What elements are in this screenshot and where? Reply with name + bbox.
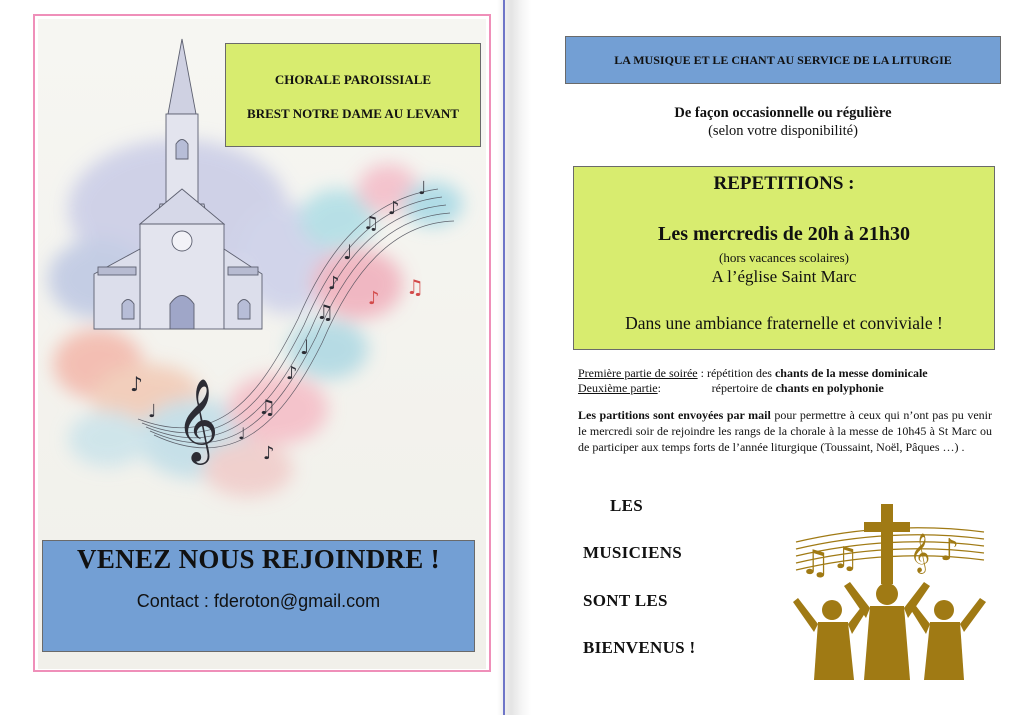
occasion-text — [565, 104, 1001, 140]
schedule-text-second: répertoire de — [711, 381, 776, 395]
schedule-label-first: Première partie de soirée — [578, 366, 698, 380]
welcome-line4: BIENVENUS ! — [583, 638, 696, 657]
svg-text:♫: ♫ — [800, 543, 831, 583]
svg-text:♩: ♩ — [300, 335, 310, 359]
svg-text:♪: ♪ — [368, 288, 380, 309]
welcome-line2: MUSICIENS — [583, 543, 683, 562]
repetitions-holidays: (hors vacances scolaires) — [719, 250, 849, 265]
svg-text:♫: ♫ — [258, 395, 276, 419]
svg-text:♪: ♪ — [328, 273, 340, 294]
evening-schedule — [578, 366, 928, 396]
svg-text:𝄞: 𝄞 — [910, 533, 931, 573]
repetitions-ambiance: Dans une ambiance fraternelle et conviviale ! — [625, 313, 943, 333]
schedule-bold-second: chants en polyphonie — [775, 381, 884, 395]
schedule-row-second — [578, 381, 928, 396]
svg-text:♫: ♫ — [363, 213, 380, 234]
svg-text:♩: ♩ — [148, 401, 157, 422]
svg-text:♫: ♫ — [316, 300, 334, 324]
repetitions-place: A l’église Saint Marc — [711, 267, 857, 286]
choir-cross-music-icon — [792, 502, 988, 680]
chorale-title-line1: CHORALE PAROISSIALE — [274, 72, 432, 87]
schedule-label-second: Deuxième partie — [578, 381, 658, 395]
welcome-line1: LES — [610, 496, 644, 515]
page-separator — [503, 0, 505, 715]
svg-text:♩: ♩ — [238, 424, 246, 443]
schedule-row-first — [578, 366, 928, 381]
partitions-text: pour permettre à ceux qui n’ont pas pu venir le mercredi soir de rejoindre les rangs de la chorale à la messe de 10h45 à St Marc ou de participer aux temps forts de l’année liturgique (Toussaint, Noël, Pâques …) . — [578, 408, 992, 454]
contact-email: Contact : fderoton@gmail.com — [136, 591, 381, 611]
repetitions-box — [573, 166, 995, 350]
schedule-text-first: répétition des — [706, 366, 775, 380]
partitions-paragraph — [578, 407, 992, 455]
liturgy-banner: LA MUSIQUE ET LE CHANT AU SERVICE DE LA LITURGIE — [565, 36, 1001, 84]
join-box — [42, 540, 475, 652]
svg-text:♪: ♪ — [263, 443, 275, 464]
schedule-sep-second: : — [657, 381, 661, 395]
repetitions-title: REPETITIONS : — [713, 173, 855, 194]
schedule-bold-first: chants de la messe dominicale — [774, 366, 928, 380]
chorale-title-line2: BREST NOTRE DAME AU LEVANT — [247, 106, 459, 121]
svg-text:♩: ♩ — [418, 178, 427, 199]
left-page — [33, 14, 491, 672]
svg-text:♪: ♪ — [130, 372, 143, 396]
occasion-line2: (selon votre disponibilité) — [708, 123, 858, 139]
svg-text:♪: ♪ — [388, 198, 400, 219]
occasion-line1: De façon occasionnelle ou régulière — [674, 105, 892, 121]
svg-text:𝄞: 𝄞 — [176, 377, 219, 461]
svg-text:♪: ♪ — [940, 533, 960, 568]
repetitions-time: Les mercredis de 20h à 21h30 — [657, 223, 911, 245]
partitions-bold: Les partitions sont envoyées par mail — [578, 408, 771, 422]
svg-text:♪: ♪ — [286, 363, 298, 384]
join-title: VENEZ NOUS REJOINDRE ! — [77, 544, 440, 574]
chorale-title-box — [225, 43, 481, 147]
svg-text:♫: ♫ — [832, 541, 859, 576]
schedule-sep-first: : — [697, 366, 707, 380]
svg-text:♫: ♫ — [406, 275, 424, 299]
welcome-line3: SONT LES — [583, 591, 668, 610]
svg-text:♩: ♩ — [343, 240, 353, 264]
